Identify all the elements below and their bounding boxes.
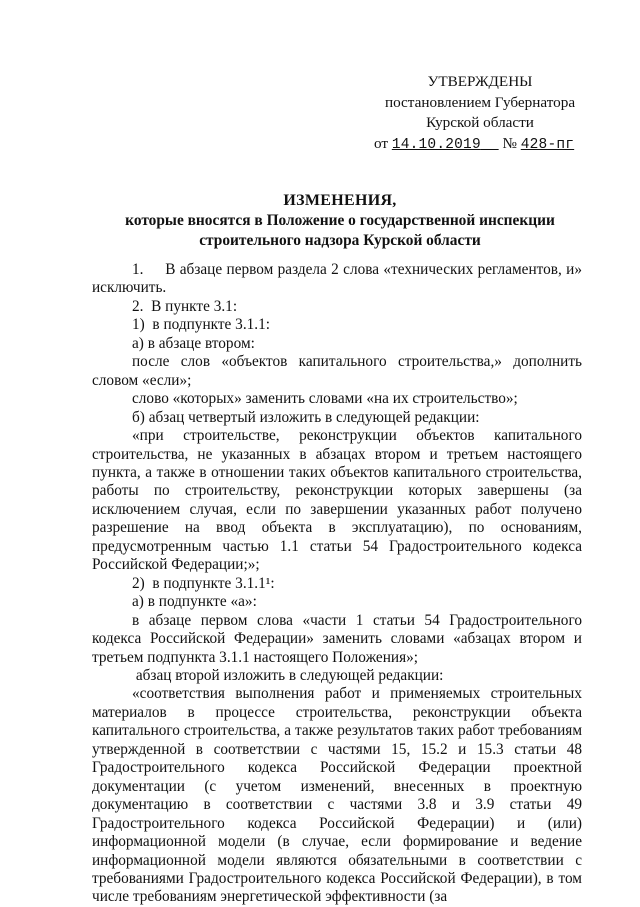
date-prefix: от — [374, 134, 389, 152]
date-underline-gap — [481, 137, 499, 153]
number-sign: № — [502, 134, 517, 152]
paragraph-8: «при строительстве, реконструкции объектов капитального строительства, не указанных в абзацах втором и третьем настоящего пункта, а также в отношении таких объектов капитального строительства, работы по строительству, реконструкции которых завершены (за исключением случая, если по завершении указанных работ получено разрешение на ввод объекта в эксплуатацию), по основаниям, предусмотренным частью 1.1 статьи 54 Градостроительного кодекса Российской Федерации;»; — [92, 427, 582, 574]
paragraph-7: б) абзац четвертый изложить в следующей редакции: — [132, 408, 480, 426]
decree-number: 428-пг — [520, 136, 575, 153]
title-line-2: которые вносятся в Положение о государственной инспекции — [125, 212, 555, 229]
title-line-3: строительного надзора Курской области — [199, 232, 481, 249]
paragraph-12: абзац второй изложить в следующей редакции: — [132, 666, 444, 684]
paragraph-13: «соответствия выполнения работ и применяемых строительных материалов в процессе строительства, реконструкции объекта капитального строительства, а также результатов таких работ требованиям утвержденной в соответствии с частями 15, 15.2 и 15.3 статьи 48 Градостроительного кодекса Российской Федерации проектной документации (с учетом изменений, внесенных в проектную документацию в соответствии с частями 3.8 и 3.9 статьи 49 Градостроительного кодекса Российской Федерации) и (или) информационной модели (в случае, если формирование и ведение информационной модели являются обязательными в соответствии с требованиями Градостроительного кодекса Российской Федерации), в том числе требованиям энергетической эффективности (за — [92, 685, 582, 906]
approval-decree: постановлением Губернатора — [384, 93, 576, 111]
paragraph-4: а) в абзаце втором: — [132, 334, 255, 352]
title-heading: ИЗМЕНЕНИЯ, — [283, 192, 397, 209]
paragraph-10: а) в подпункте «а»: — [132, 593, 257, 611]
document-body — [92, 261, 582, 907]
paragraph-6: слово «которых» заменить словами «на их строительство»; — [132, 390, 518, 408]
paragraph-5: после слов «объектов капитального строительства,» дополнить словом «если»; — [92, 353, 582, 389]
paragraph-3: 1) в подпункте 3.1.1: — [132, 316, 271, 334]
document-title — [80, 191, 600, 251]
approval-title: УТВЕРЖДЕНЫ — [427, 73, 533, 90]
paragraph-2: 2. В пункте 3.1: — [132, 297, 238, 315]
approval-stamp — [360, 72, 600, 155]
paragraph-1: 1. В абзаце первом раздела 2 слова «технических регламентов, и» исключить. — [92, 261, 582, 297]
paragraph-9: 2) в подпункте 3.1.1¹: — [132, 574, 275, 592]
approval-date-row — [360, 134, 600, 156]
paragraph-11: в абзаце первом слова «части 1 статьи 54 Градостроительного кодекса Российской Федерации» заменить словами «абзацах втором и третьем подпункта 3.1.1 настоящего Положения»; — [92, 611, 582, 666]
approval-region: Курской области — [426, 114, 534, 131]
decree-date: 14.10.2019 — [391, 136, 481, 153]
